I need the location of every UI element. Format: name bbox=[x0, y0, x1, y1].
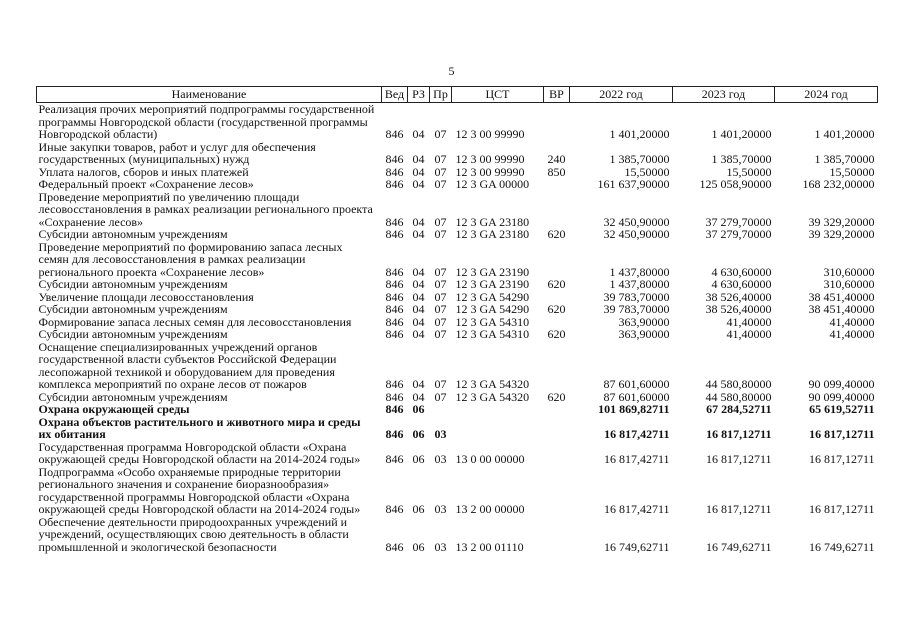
cell-name: Субсидии автономным учреждениям bbox=[38, 327, 228, 341]
cell-pr: 07 bbox=[434, 152, 447, 166]
cell-name: Субсидии автономным учреждениям bbox=[38, 389, 228, 404]
cell-cst: 12 3 GA 54310 bbox=[455, 327, 530, 341]
cell-2023: 16 749,62711 bbox=[705, 539, 772, 554]
cell-pr: 07 bbox=[434, 289, 447, 304]
table-row bbox=[37, 341, 878, 391]
table-row bbox=[37, 516, 878, 554]
cell-cst: 12 3 GA 00000 bbox=[455, 177, 530, 191]
cell-cst: 12 3 GA 23180 bbox=[455, 214, 530, 229]
cell-2022: 87 601,60000 bbox=[603, 377, 670, 391]
cell-2022: 363,90000 bbox=[618, 327, 670, 341]
table-row bbox=[37, 328, 878, 341]
cell-vr bbox=[544, 103, 570, 141]
cell-2022: 16 817,42711 bbox=[603, 502, 670, 516]
cell-2023: 1 401,20000 bbox=[711, 127, 772, 141]
cell-2024: 168 232,00000 bbox=[802, 177, 875, 191]
cell-cst: 12 3 00 99990 bbox=[455, 127, 525, 141]
cell-2024: 65 619,52711 bbox=[809, 402, 875, 416]
cell-2024: 1 401,20000 bbox=[814, 127, 875, 141]
cell-cst: 12 3 GA 23190 bbox=[455, 264, 530, 279]
cell-cst: 12 3 GA 54310 bbox=[455, 314, 530, 329]
header-vr: ВР bbox=[544, 87, 570, 103]
cell-ved: 846 bbox=[385, 264, 404, 279]
cell-ved: 846 bbox=[385, 277, 404, 291]
cell-ved: 846 bbox=[385, 402, 404, 416]
cell-cst: 12 3 GA 54290 bbox=[455, 302, 530, 316]
cell-vr bbox=[544, 416, 570, 441]
cell-2024: 16 817,12711 bbox=[809, 427, 875, 441]
cell-pr: 07 bbox=[434, 177, 447, 191]
cell-2024: 16 817,12711 bbox=[808, 452, 875, 466]
cell-2023: 38 526,40000 bbox=[705, 302, 772, 316]
cell-2024: 15,50000 bbox=[829, 164, 875, 179]
cell-rz: 06 bbox=[412, 402, 425, 416]
cell-rz: 04 bbox=[412, 289, 425, 304]
cell-2022: 16 749,62711 bbox=[603, 539, 670, 554]
cell-pr: 07 bbox=[434, 302, 447, 316]
cell-rz: 04 bbox=[412, 164, 425, 179]
table-row bbox=[37, 466, 878, 516]
cell-name: Увеличение площади лесовосстановления bbox=[38, 289, 254, 304]
cell-vr bbox=[544, 191, 570, 229]
cell-rz: 04 bbox=[412, 264, 425, 279]
cell-cst: 12 3 GA 54320 bbox=[455, 377, 530, 391]
cell-name: Уплата налогов, сборов и иных платежей bbox=[38, 164, 249, 179]
cell-2024: 310,60000 bbox=[823, 264, 875, 279]
cell-2023: 1 385,70000 bbox=[711, 152, 772, 166]
table-body bbox=[37, 103, 878, 554]
cell-cst bbox=[452, 416, 544, 441]
cell-2022: 87 601,60000 bbox=[603, 389, 670, 404]
cell-2022: 16 817,42711 bbox=[604, 427, 670, 441]
table-header-row bbox=[37, 87, 878, 103]
table-row bbox=[37, 191, 878, 229]
cell-2024: 16 817,12711 bbox=[808, 502, 875, 516]
cell-cst: 13 2 00 01110 bbox=[455, 539, 524, 554]
cell-name: Обеспечение деятельности природоохранных учреждений и учреждений, осуществляющих свою деятельность в области промышленной и экологической безопасности bbox=[38, 514, 349, 554]
cell-rz: 06 bbox=[412, 539, 425, 554]
table-row bbox=[37, 178, 878, 191]
cell-2022: 363,90000 bbox=[618, 314, 670, 329]
cell-name: Реализация прочих мероприятий подпрограммы государственной программы Новгородской области (государственной программы Новгородской области) bbox=[38, 102, 375, 141]
cell-rz: 04 bbox=[412, 314, 425, 329]
cell-name: Субсидии автономным учреждениям bbox=[38, 302, 228, 316]
cell-rz: 04 bbox=[412, 389, 425, 404]
cell-ved: 846 bbox=[385, 452, 404, 466]
cell-2024: 39 329,20000 bbox=[808, 214, 875, 229]
budget-table bbox=[36, 86, 878, 553]
cell-pr: 07 bbox=[434, 264, 447, 279]
cell-2023: 125 058,90000 bbox=[699, 177, 772, 191]
cell-2023: 37 279,70000 bbox=[705, 227, 772, 241]
cell-ved: 846 bbox=[385, 427, 404, 441]
cell-name: Иные закупки товаров, работ и услуг для обеспечения государственных (муниципальных) нужд bbox=[38, 139, 316, 166]
cell-2022: 161 637,90000 bbox=[597, 177, 670, 191]
cell-name: Формирование запаса лесных семян для лесовосстановления bbox=[38, 314, 352, 329]
cell-cst: 13 2 00 00000 bbox=[455, 502, 525, 516]
cell-vr: 620 bbox=[547, 277, 566, 291]
cell-name: Охрана объектов растительного и животного мира и среды их обитания bbox=[38, 414, 361, 441]
header-pr: Пр bbox=[430, 87, 452, 103]
cell-rz: 06 bbox=[412, 502, 425, 516]
cell-2023: 41,40000 bbox=[726, 327, 772, 341]
cell-name: Федеральный проект «Сохранение лесов» bbox=[38, 177, 254, 191]
cell-2024: 310,60000 bbox=[823, 277, 875, 291]
cell-pr: 07 bbox=[434, 314, 447, 329]
cell-name: Оснащение специализированных учреждений органов государственной власти субъектов Российской Федерации лесопожарной техникой и оборудованием для проведения комплекса мероприятий по охране лесов от пожаров bbox=[38, 339, 337, 391]
cell-name: Подпрограмма «Особо охраняемые природные территории регионального значения и сохранение биоразнообразия» государственной программы Новгородской области «Охрана окружающей среды Новгородской области на 2014-2024 годы» bbox=[38, 464, 361, 516]
header-rz: РЗ bbox=[408, 87, 430, 103]
cell-name: Субсидии автономным учреждениям bbox=[38, 277, 228, 291]
cell-vr bbox=[544, 516, 570, 554]
cell-2023: 44 580,80000 bbox=[705, 389, 772, 404]
cell-pr: 07 bbox=[434, 277, 447, 291]
cell-vr bbox=[544, 466, 570, 516]
cell-pr: 07 bbox=[434, 389, 447, 404]
cell-rz: 06 bbox=[412, 427, 425, 441]
header-name: Наименование bbox=[37, 87, 382, 103]
page-number: 5 bbox=[448, 64, 455, 78]
cell-2022: 1 437,80000 bbox=[609, 277, 670, 291]
cell-vr: 620 bbox=[547, 389, 566, 404]
cell-cst: 12 3 00 99990 bbox=[455, 164, 525, 179]
cell-2022: 39 783,70000 bbox=[603, 289, 670, 304]
table-row bbox=[37, 303, 878, 316]
cell-pr: 07 bbox=[434, 377, 447, 391]
cell-pr bbox=[430, 403, 452, 416]
cell-rz: 04 bbox=[412, 214, 425, 229]
cell-ved: 846 bbox=[385, 314, 404, 329]
cell-vr: 620 bbox=[547, 227, 566, 241]
cell-2024: 16 749,62711 bbox=[808, 539, 875, 554]
cell-2022: 101 869,82711 bbox=[598, 402, 670, 416]
cell-name: Проведение мероприятий по увеличению площади лесовосстановления в рамках реализации регионального проекта «Сохранение лесов» bbox=[38, 189, 373, 229]
table-row bbox=[37, 103, 878, 141]
cell-pr: 07 bbox=[434, 227, 447, 241]
cell-ved: 846 bbox=[385, 289, 404, 304]
header-2023: 2023 год bbox=[673, 87, 775, 103]
cell-ved: 846 bbox=[385, 302, 404, 316]
cell-rz: 04 bbox=[412, 227, 425, 241]
cell-ved: 846 bbox=[385, 389, 404, 404]
cell-2024: 90 099,40000 bbox=[808, 377, 875, 391]
cell-rz: 04 bbox=[412, 277, 425, 291]
cell-2023: 16 817,12711 bbox=[706, 427, 772, 441]
cell-ved: 846 bbox=[385, 177, 404, 191]
cell-vr: 850 bbox=[547, 164, 566, 179]
cell-ved: 846 bbox=[385, 227, 404, 241]
header-2024: 2024 год bbox=[775, 87, 878, 103]
table-row bbox=[37, 241, 878, 279]
cell-cst: 12 3 00 99990 bbox=[455, 152, 525, 166]
table-row bbox=[37, 416, 878, 441]
cell-pr: 07 bbox=[434, 127, 447, 141]
cell-2024: 1 385,70000 bbox=[814, 152, 875, 166]
cell-2022: 1 401,20000 bbox=[609, 127, 670, 141]
cell-name: Субсидии автономным учреждениям bbox=[38, 227, 228, 241]
cell-2024: 41,40000 bbox=[829, 314, 875, 329]
cell-cst: 12 3 GA 54320 bbox=[455, 389, 530, 404]
cell-vr: 240 bbox=[547, 152, 566, 166]
table-row bbox=[37, 278, 878, 291]
cell-pr: 03 bbox=[434, 502, 447, 516]
table-row bbox=[37, 141, 878, 166]
cell-2023: 41,40000 bbox=[726, 314, 772, 329]
cell-cst: 12 3 GA 54290 bbox=[455, 289, 530, 304]
header-ved: Вед bbox=[382, 87, 408, 103]
cell-2024: 39 329,20000 bbox=[808, 227, 875, 241]
cell-2022: 1 437,80000 bbox=[609, 264, 670, 279]
table-row bbox=[37, 403, 878, 416]
cell-2023: 4 630,60000 bbox=[711, 264, 772, 279]
cell-cst: 12 3 GA 23190 bbox=[455, 277, 530, 291]
cell-2023: 38 526,40000 bbox=[705, 289, 772, 304]
cell-rz: 04 bbox=[412, 302, 425, 316]
cell-ved: 846 bbox=[385, 127, 404, 141]
cell-rz: 04 bbox=[412, 177, 425, 191]
cell-rz: 04 bbox=[412, 127, 425, 141]
cell-pr: 07 bbox=[434, 214, 447, 229]
cell-2022: 32 450,90000 bbox=[603, 227, 670, 241]
cell-2023: 15,50000 bbox=[726, 164, 772, 179]
cell-rz: 04 bbox=[412, 327, 425, 341]
cell-2023: 4 630,60000 bbox=[711, 277, 772, 291]
cell-vr bbox=[544, 341, 570, 391]
cell-ved: 846 bbox=[385, 214, 404, 229]
cell-2024: 38 451,40000 bbox=[808, 289, 875, 304]
cell-2024: 41,40000 bbox=[829, 327, 875, 341]
cell-cst bbox=[452, 403, 544, 416]
cell-vr bbox=[544, 403, 570, 416]
cell-ved: 846 bbox=[385, 502, 404, 516]
cell-pr: 07 bbox=[434, 327, 447, 341]
cell-2022: 16 817,42711 bbox=[603, 452, 670, 466]
cell-2023: 16 817,12711 bbox=[705, 502, 772, 516]
cell-pr: 03 bbox=[434, 452, 447, 466]
cell-2024: 90 099,40000 bbox=[808, 389, 875, 404]
cell-2022: 39 783,70000 bbox=[603, 302, 670, 316]
cell-name: Проведение мероприятий по формированию запаса лесных семян для лесовосстановления в рамках реализации регионального проекта «Сохранение лесов» bbox=[38, 239, 343, 279]
cell-ved: 846 bbox=[385, 164, 404, 179]
cell-2023: 37 279,70000 bbox=[705, 214, 772, 229]
table-row bbox=[37, 228, 878, 241]
cell-pr: 03 bbox=[434, 427, 447, 441]
cell-pr: 03 bbox=[434, 539, 447, 554]
cell-vr bbox=[544, 178, 570, 191]
cell-rz: 04 bbox=[412, 152, 425, 166]
cell-vr: 620 bbox=[547, 327, 566, 341]
cell-ved: 846 bbox=[385, 152, 404, 166]
cell-rz: 06 bbox=[412, 452, 425, 466]
cell-cst: 12 3 GA 23180 bbox=[455, 227, 530, 241]
header-cst: ЦСТ bbox=[452, 87, 544, 103]
cell-vr: 620 bbox=[547, 302, 566, 316]
cell-2024: 38 451,40000 bbox=[808, 302, 875, 316]
cell-cst: 13 0 00 00000 bbox=[455, 452, 525, 466]
cell-name: Государственная программа Новгородской области «Охрана окружающей среды Новгородской области на 2014-2024 годы» bbox=[38, 439, 361, 466]
cell-2022: 1 385,70000 bbox=[609, 152, 670, 166]
cell-pr: 07 bbox=[434, 164, 447, 179]
cell-2023: 16 817,12711 bbox=[705, 452, 772, 466]
table-row bbox=[37, 441, 878, 466]
cell-2023: 44 580,80000 bbox=[705, 377, 772, 391]
cell-ved: 846 bbox=[385, 327, 404, 341]
cell-2022: 32 450,90000 bbox=[603, 214, 670, 229]
cell-2023: 67 284,52711 bbox=[706, 402, 772, 416]
cell-ved: 846 bbox=[385, 539, 404, 554]
header-2022: 2022 год bbox=[570, 87, 673, 103]
cell-rz: 04 bbox=[412, 377, 425, 391]
cell-ved: 846 bbox=[385, 377, 404, 391]
cell-vr bbox=[544, 241, 570, 279]
cell-2022: 15,50000 bbox=[624, 164, 670, 179]
cell-vr bbox=[544, 441, 570, 466]
cell-name: Охрана окружающей среды bbox=[38, 402, 190, 416]
